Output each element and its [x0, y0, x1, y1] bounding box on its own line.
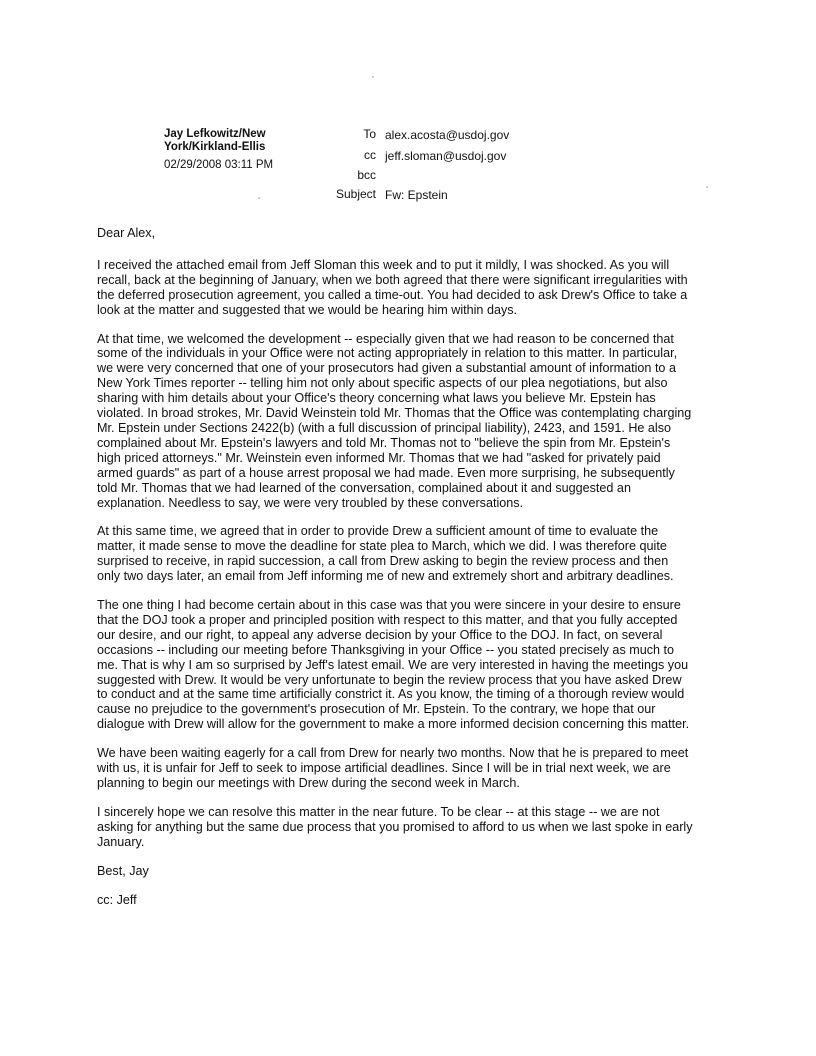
- subject-value: Fw: Epstein: [385, 188, 448, 202]
- greeting: Dear Alex,: [97, 226, 156, 240]
- bcc-label: bcc: [357, 168, 376, 182]
- body-paragraph-3: At this same time, we agreed that in order to provide Drew a sufficient amount of time to evaluate the matter, it made sense to move the deadline for state plea to March, which we did. I was therefore quite surprised to receive, in rapid succession, a call from Drew asking to begin the review process and then only two days later, an email from Jeff informing me of new and extremely short and arbitrary deadlines.: [97, 524, 674, 584]
- body-paragraph-6: I sincerely hope we can resolve this matter in the near future. To be clear -- at this stage -- we are not asking for anything but the same due process that you promised to afford to us when we last spoke in early January.: [97, 804, 693, 849]
- signoff: Best, Jay: [97, 863, 149, 878]
- body-paragraph-2: At that time, we welcomed the development -- especially given that we had reason to be concerned that some of the individuals in your Office were not acting appropriately in relation to this matter. In particular, we were very concerned that one of your prosecutors had given a substantial amount of information to a New York Times reporter -- telling him not only about specific aspects of our plea negotiations, but also sharing with him details about your Office's theory concerning what laws you believe Mr. Epstein has violated. In broad strokes, Mr. David Weinstein told Mr. Thomas that the Office was contemplating charging Mr. Epstein under Sections 2422(b) (with a full discussion of principal liability), 2423, and 1591. He also complained about Mr. Epstein's lawyers and told Mr. Thomas not to "believe the spin from Mr. Epstein's high priced attorneys." Mr. Weinstein even informed Mr. Thomas that we had "asked for privately paid armed guards" as part of a house arrest proposal we had made. Even more surprising, he subsequently told Mr. Thomas that we had learned of the conversation, complained about it and suggested an explanation. Needless to say, we were very troubled by these conversations.: [97, 331, 692, 510]
- body-paragraph-1: I received the attached email from Jeff Sloman this week and to put it mildly, I was shocked. As you will recall, back at the beginning of January, when we both agreed that there were significant irregularities with the deferred prosecution agreement, you called a time-out. You had decided to ask Drew's Office to take a look at the matter and suggested that we would be hearing him within days.: [97, 257, 688, 317]
- cc-line: cc: Jeff: [97, 892, 137, 907]
- sent-date: 02/29/2008 03:11 PM: [164, 159, 274, 171]
- body-paragraph-4: The one thing I had become certain about in this case was that you were sincere in your desire to ensure that the DOJ took a proper and principled position with respect to this matter, and that you fully accepted our desire, and our right, to appeal any adverse decision by your Office to the DOJ. In fact, on several occasions -- including our meeting before Thanksgiving in your Office -- you stated precisely as much to me. That is why I am so surprised by Jeff's latest email. We are very interested in having the meetings you suggested with Drew. It would be very unfortunate to begin the review process that you have asked Drew to conduct and at the same time artificially constrict it. As you know, the timing of a thorough review would cause no prejudice to the government's prosecution of Mr. Epstein. To the contrary, we hope that our dialogue with Drew will allow for the government to make a more informed decision concerning this matter.: [97, 598, 690, 732]
- cc-value: jeff.sloman@usdoj.gov: [385, 149, 507, 163]
- email-body: [97, 226, 693, 921]
- scan-speck: [706, 186, 708, 188]
- to-label: To: [363, 127, 376, 141]
- to-value: alex.acosta@usdoj.gov: [385, 128, 510, 142]
- scan-speck: [258, 197, 260, 199]
- subject-label: Subject: [335, 187, 376, 201]
- scan-speck: [372, 76, 374, 78]
- sender-name: Jay Lefkowitz/New York/Kirkland-Ellis: [164, 128, 266, 153]
- email-header: [0, 0, 816, 210]
- cc-label: cc: [364, 148, 376, 162]
- body-paragraph-5: We have been waiting eagerly for a call from Drew for nearly two months. Now that he is prepared to meet with us, it is unfair for Jeff to seek to impose artificial deadlines. Since I will be in trial next week, we are planning to begin our meetings with Drew during the second week in March.: [97, 746, 689, 790]
